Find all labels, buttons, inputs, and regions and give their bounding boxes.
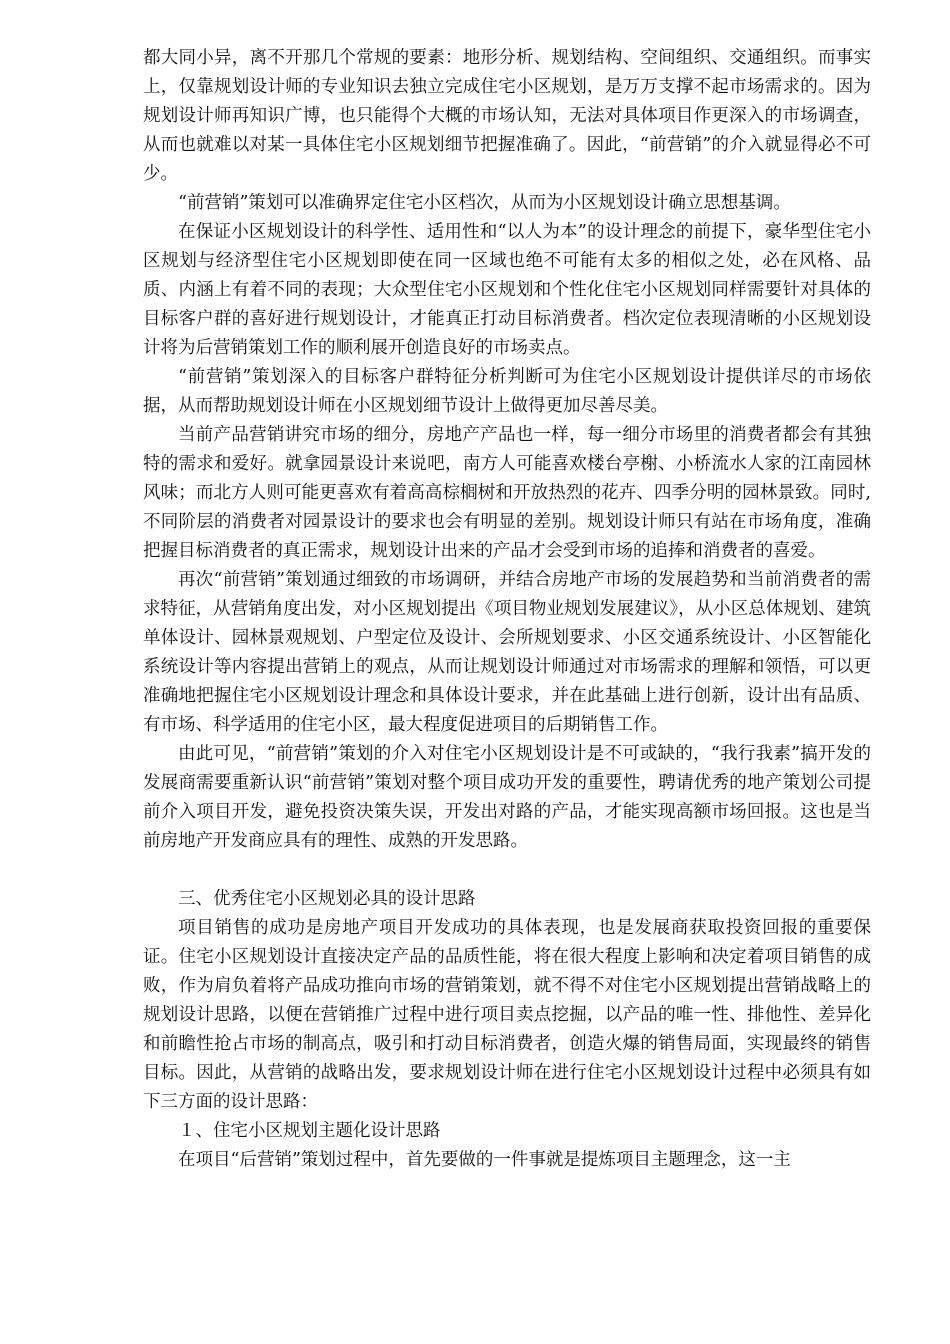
paragraph-conclusion: 由此可见，“前营销”策划的介入对住宅小区规划设计是不可或缺的，“我行我素”搞开发的发展商需要重新认识“前营销”策划对整个项目成功开发的重要性，聘请优秀的地产策划公司提前介入项目开发，避免投资决策失误，开发出对路的产品，才能实现高额市场回报。这也是当前房地产开发商应具有的理性、成熟的开发思路。: [143, 744, 871, 851]
paragraph-continuation: 都大同小异，离不开那几个常规的要素：地形分析、规划结构、空间组织、交通组织。而事实上，仅靠规划设计师的专业知识去独立完成住宅小区规划，是万万支撑不起市场需求的。因为规划设计师再知识广博，也只能得个大概的市场认知，无法对具体项目作更深入的市场调查，从而也就难以对某一具体住宅小区规划细节把握准确了。因此，“前营销”的介入就显得必不可少。: [143, 48, 871, 184]
section-paragraph: 项目销售的成功是房地产项目开发成功的具体表现，也是发展商获取投资回报的重要保证。住宅小区规划设计直接决定产品的品质性能，将在很大程度上影响和决定着项目销售的成败，作为肩负着将产品成功推向市场的营销策划，就不得不对住宅小区规划提出营销战略上的规划设计思路，以便在营销推广过程中进行项目卖点挖掘，以产品的唯一性、排他性、差异化和前瞻性抢占市场的制高点，吸引和打动目标消费者，创造火爆的销售局面，实现最终的销售目标。因此，从营销的战略出发，要求规划设计师在进行住宅小区规划设计过程中必须具有如下三方面的设计思路：: [143, 918, 871, 1112]
paragraph-market-segment: 当前产品营销讲究市场的细分，房地产产品也一样，每一细分市场里的消费者都会有其独特的需求和爱好。就拿园景设计来说吧，南方人可能喜欢楼台亭榭、小桥流水人家的江南园林风味；而北方人则可能更喜欢有着高高棕榈树和开放热烈的花卉、四季分明的园林景致。同时,不同阶层的消费者对园景设计的要求也会有明显的差别。规划设计师只有站在市场角度，准确把握目标消费者的真正需求，规划设计出来的产品才会受到市场的追捧和消费者的喜爱。: [143, 425, 871, 561]
section-heading: 三、优秀住宅小区规划必具的设计思路: [178, 889, 476, 909]
paragraph-target-customer: “前营销”策划深入的目标客户群特征分析判断可为住宅小区规划设计提供详尽的市场依据，从而帮助规划设计师在小区规划细节设计上做得更加尽善尽美。: [143, 367, 871, 416]
paragraph-market-research: 再次“前营销”策划通过细致的市场调研，并结合房地产市场的发展趋势和当前消费者的需求特征，从营销角度出发，对小区规划提出《项目物业规划发展建议》，从小区总体规划、建筑单体设计、园林景观规划、户型定位及设计、会所规划要求、小区交通系统设计、小区智能化系统设计等内容提出营销上的观点，从而让规划设计师通过对市场需求的理解和领悟，可以更准确地把握住宅小区规划设计理念和具体设计要求，并在此基础上进行创新，设计出有品质、有市场、科学适用的住宅小区，最大程度促进项目的后期销售工作。: [143, 570, 871, 735]
paragraph-grade: 在保证小区规划设计的科学性、适用性和“以人为本”的设计理念的前提下，豪华型住宅小区规划与经济型住宅小区规划即使在同一区域也绝不可能有太多的相似之处，必在风格、品质、内涵上有着不同的表现；大众型住宅小区规划和个性化住宅小区规划同样需要针对具体的目标客户群的喜好进行规划设计，才能真正打动目标消费者。档次定位表现清晰的小区规划设计将为后营销策划工作的顺利展开创造良好的市场卖点。: [143, 222, 871, 358]
paragraph-positioning: “前营销”策划可以准确界定住宅小区档次，从而为小区规划设计确立思想基调。: [178, 193, 791, 213]
subsection-heading: １、住宅小区规划主题化设计思路: [178, 1121, 441, 1141]
last-paragraph: 在项目“后营销”策划过程中，首先要做的一件事就是提炼项目主题理念，这一主: [178, 1150, 791, 1170]
document-page: [143, 44, 871, 1175]
